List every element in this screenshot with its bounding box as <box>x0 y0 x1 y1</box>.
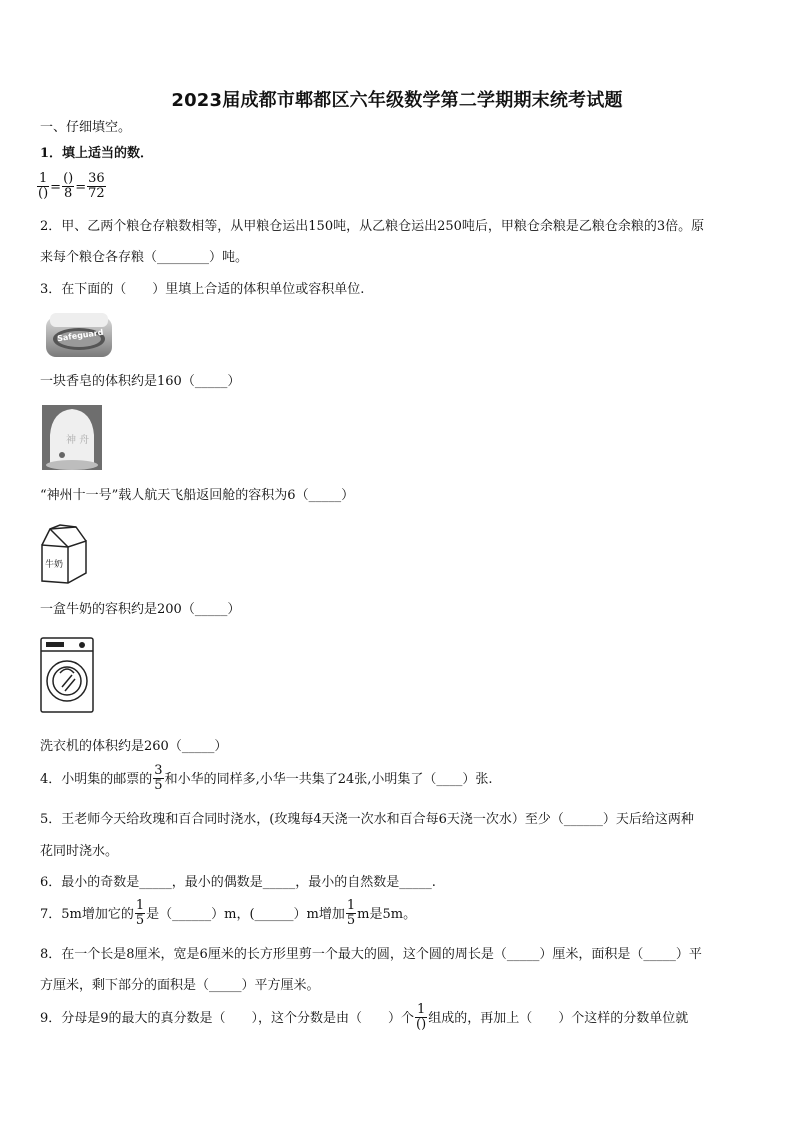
q1-fraction-1: $\frac{1}{()}$ <box>38 171 49 201</box>
q1-fraction-2: $\frac{()}{8}$ <box>63 171 74 201</box>
question-4: 4．小明集的邮票的 $\frac{3}{5}$ 和小华的同样多,小华一共集了24张,小明集了（____）张. <box>40 763 493 793</box>
question-3: 3．在下面的（ ）里填上合适的体积单位或容积单位. <box>40 282 365 297</box>
question-5-line-2: 花同时浇水。 <box>40 844 119 859</box>
q1-fraction-3: $\frac{36}{72}$ <box>88 171 105 201</box>
question-8-line-2: 方厘米，剩下部分的面积是（_____）平方厘米。 <box>40 978 320 993</box>
washing-machine-image <box>38 635 96 715</box>
question-3-item-milk: 一盒牛奶的容积约是200（_____） <box>40 602 241 617</box>
question-9: 9．分母是9的最大的真分数是（ ），这个分数是由（ ）个 $\frac{1}{()}$ 组成的，再加上（ ）个这样的分数单位就 <box>40 1002 689 1032</box>
capsule-label: 神 舟 <box>66 435 90 446</box>
q9-fraction: $\frac{1}{()}$ <box>416 1002 427 1032</box>
q7-fraction-2: $\frac{1}{5}$ <box>346 898 356 928</box>
section-heading: 一、仔细填空。 <box>40 120 132 135</box>
soap-brand-label: Safeguard <box>56 327 104 344</box>
question-7: 7．5m增加它的 $\frac{1}{5}$ 是（______）m，(______）m增加 $\frac{1}{5}$ m是5m。 <box>40 898 417 928</box>
milk-label: 牛奶 <box>45 560 64 570</box>
question-6: 6．最小的奇数是_____，最小的偶数是_____，最小的自然数是_____. <box>40 875 436 890</box>
q7-fraction-1: $\frac{1}{5}$ <box>135 898 145 928</box>
page-title: 2023届成都市郫都区六年级数学第二学期期末统考试题 <box>171 90 623 111</box>
question-3-item-soap: 一块香皂的体积约是160（_____） <box>40 374 241 389</box>
soap-image <box>44 311 114 361</box>
q4-fraction: $\frac{3}{5}$ <box>154 763 163 793</box>
question-8-line-1: 8．在一个长是8厘米，宽是6厘米的长方形里剪一个最大的圆，这个圆的周长是（_____）厘米，面积是（_____）平 <box>40 947 702 962</box>
question-2-line-1: 2．甲、乙两个粮仓存粮数相等，从甲粮仓运出150吨，从乙粮仓运出250吨后，甲粮仓余粮是乙粮仓余粮的3倍。原 <box>40 219 705 234</box>
question-2-line-2: 来每个粮仓各存粮（________）吨。 <box>40 250 249 265</box>
question-3-item-capsule: “神州十一号”载人航天飞船返回舱的容积为6（_____） <box>40 488 355 503</box>
q1-fraction-equation: $\frac{1}{()}$ = $\frac{()}{8}$ = $\frac{36}{72}$ <box>38 171 105 201</box>
milk-carton-image <box>38 523 90 585</box>
question-1: 1．填上适当的数． <box>40 146 154 161</box>
question-5-line-1: 5．王老师今天给玫瑰和百合同时浇水，(玫瑰每4天浇一次水和百合每6天浇一次水）至少（______）天后给这两种 <box>40 812 694 827</box>
capsule-image <box>42 405 102 470</box>
question-3-item-washer: 洗衣机的体积约是260（_____） <box>40 739 228 754</box>
